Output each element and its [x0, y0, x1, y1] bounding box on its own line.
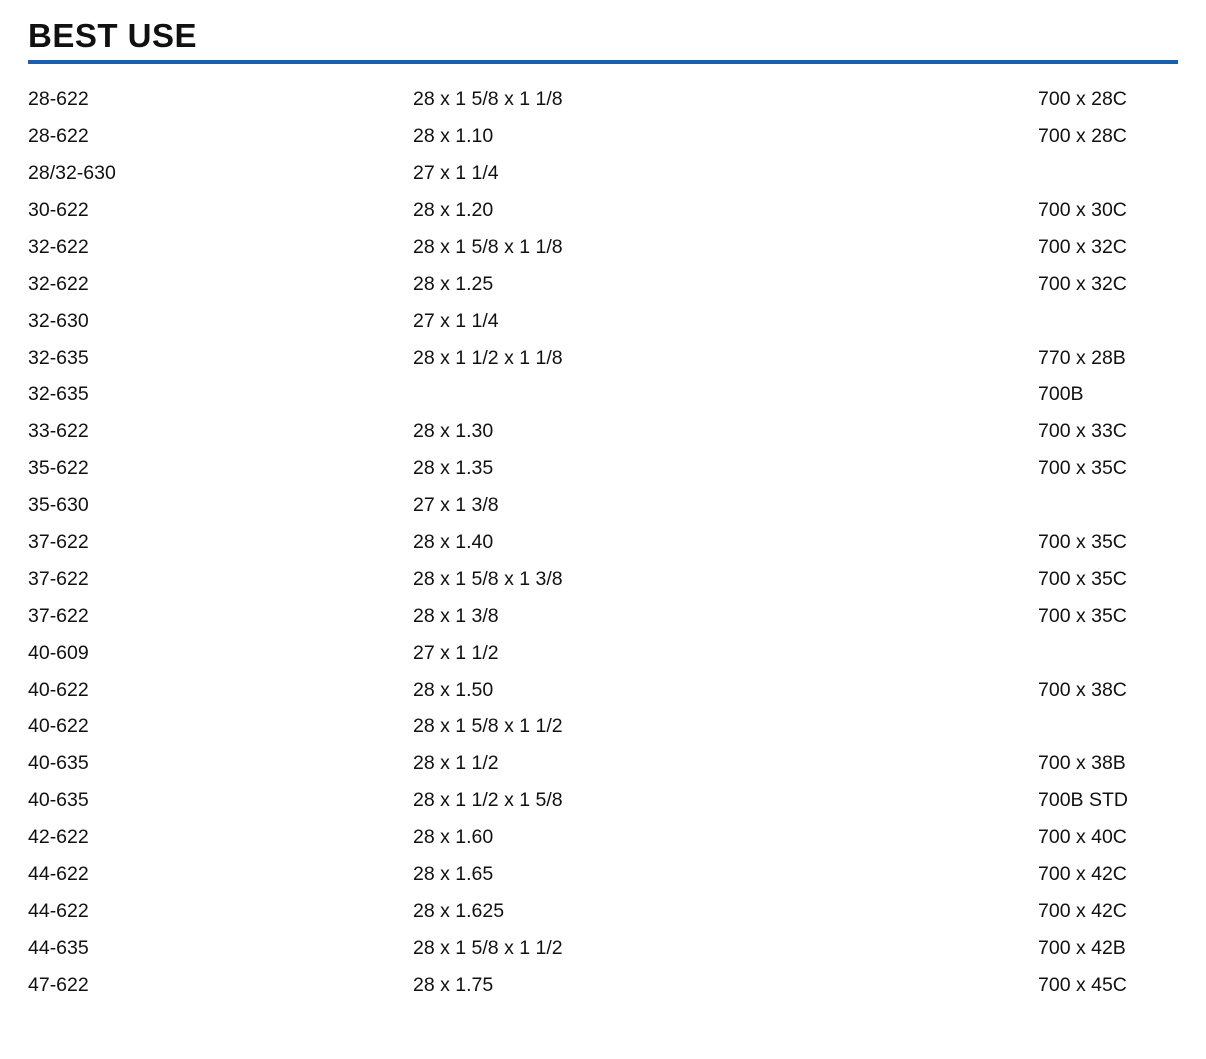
cell-french-size: 700 x 33C [1038, 420, 1127, 443]
cell-french-size [1038, 644, 1178, 681]
table-row [28, 976, 1178, 1013]
cell-french-size: 700B [1038, 383, 1084, 406]
table-row [28, 496, 1178, 533]
table-row [28, 349, 1178, 386]
cell-inch-size: 28 x 1.50 [413, 678, 494, 701]
table-row [28, 644, 1178, 681]
table-row [28, 312, 1178, 349]
table-row [28, 791, 1178, 828]
cell-iso-size: 35-622 [28, 457, 89, 480]
cell-inch-size: 28 x 1.20 [413, 198, 494, 221]
table-row [28, 865, 1178, 902]
tire-size-table [28, 90, 1178, 1012]
table-row [28, 201, 1178, 238]
cell-iso-size: 40-622 [28, 678, 89, 701]
cell-iso-size: 32-635 [28, 346, 89, 369]
cell-iso-size: 37-622 [28, 567, 89, 590]
cell-inch-size: 27 x 1 1/4 [413, 309, 499, 332]
cell-iso-size: 40-622 [28, 715, 89, 738]
cell-iso-size: 37-622 [28, 530, 89, 553]
cell-french-size: 700 x 35C [1038, 457, 1127, 480]
table-row [28, 607, 1178, 644]
table-row [28, 570, 1178, 607]
table-row [28, 681, 1178, 718]
cell-inch-size: 28 x 1 5/8 x 1 1/2 [413, 936, 563, 959]
cell-inch-size: 28 x 1.625 [413, 899, 505, 922]
cell-iso-size: 35-630 [28, 494, 89, 517]
cell-iso-size: 28-622 [28, 125, 89, 148]
cell-inch-size: 27 x 1 1/4 [413, 162, 499, 185]
cell-french-size: 700 x 45C [1038, 973, 1127, 996]
cell-iso-size: 44-622 [28, 899, 89, 922]
cell-inch-size: 28 x 1 1/2 x 1 1/8 [413, 346, 563, 369]
cell-iso-size: 32-630 [28, 309, 89, 332]
cell-iso-size: 40-635 [28, 789, 89, 812]
cell-iso-size: 28-622 [28, 88, 89, 111]
cell-iso-size: 42-622 [28, 826, 89, 849]
cell-inch-size: 28 x 1.40 [413, 530, 494, 553]
table-row [28, 385, 1178, 422]
cell-inch-size: 27 x 1 1/2 [413, 641, 499, 664]
cell-inch-size: 28 x 1 3/8 [413, 604, 499, 627]
cell-french-size: 700 x 30C [1038, 198, 1127, 221]
table-row [28, 238, 1178, 275]
table-row [28, 717, 1178, 754]
table-body [28, 90, 1178, 1012]
cell-iso-size: 32-622 [28, 235, 89, 258]
cell-inch-size: 27 x 1 3/8 [413, 494, 499, 517]
cell-french-size: 700 x 35C [1038, 604, 1127, 627]
table-row [28, 939, 1178, 976]
cell-iso-size: 47-622 [28, 973, 89, 996]
table-row [28, 828, 1178, 865]
cell-inch-size: 28 x 1 5/8 x 1 1/8 [413, 235, 563, 258]
cell-inch-size: 28 x 1.35 [413, 457, 494, 480]
cell-french-size: 700 x 32C [1038, 235, 1127, 258]
cell-iso-size: 40-609 [28, 641, 89, 664]
cell-inch-size: 28 x 1.65 [413, 863, 494, 885]
cell-iso-size: 33-622 [28, 420, 89, 443]
table-row [28, 90, 1178, 127]
cell-inch-size: 28 x 1 1/2 x 1 5/8 [413, 789, 563, 812]
table-row [28, 754, 1178, 791]
title-underline-rule [28, 60, 1178, 64]
cell-inch-size: 28 x 1.75 [413, 973, 494, 996]
cell-french-size: 700 x 35C [1038, 530, 1127, 553]
cell-inch-size: 28 x 1.10 [413, 125, 494, 148]
cell-french-size [1038, 496, 1178, 533]
cell-french-size: 700 x 28C [1038, 125, 1127, 148]
cell-inch-size [413, 385, 1038, 422]
cell-inch-size: 28 x 1.30 [413, 420, 494, 443]
cell-inch-size: 28 x 1 5/8 x 1 1/8 [413, 88, 563, 111]
page-title: BEST USE [28, 17, 198, 54]
cell-french-size: 700 x 40C [1038, 826, 1127, 849]
cell-french-size: 700 x 38C [1038, 678, 1127, 701]
table-row [28, 902, 1178, 939]
cell-french-size: 700 x 35C [1038, 567, 1127, 590]
cell-french-size: 700 x 42C [1038, 863, 1127, 885]
cell-iso-size: 44-622 [28, 863, 89, 885]
table-row [28, 422, 1178, 459]
table-row [28, 127, 1178, 164]
cell-french-size: 700 x 32C [1038, 272, 1127, 295]
cell-iso-size: 32-635 [28, 383, 89, 406]
cell-inch-size: 28 x 1.25 [413, 272, 494, 295]
cell-iso-size: 28/32-630 [28, 162, 116, 185]
cell-inch-size: 28 x 1.60 [413, 826, 494, 849]
cell-french-size [1038, 164, 1178, 201]
cell-iso-size: 30-622 [28, 198, 89, 221]
cell-french-size: 700 x 38B [1038, 752, 1126, 775]
cell-iso-size: 37-622 [28, 604, 89, 627]
cell-french-size: 700 x 42B [1038, 936, 1126, 959]
table-row [28, 459, 1178, 496]
table-row [28, 533, 1178, 570]
cell-inch-size: 28 x 1 5/8 x 1 1/2 [413, 715, 563, 738]
table-row [28, 164, 1178, 201]
cell-inch-size: 28 x 1 5/8 x 1 3/8 [413, 567, 563, 590]
cell-french-size: 700B STD [1038, 789, 1128, 812]
cell-inch-size: 28 x 1 1/2 [413, 752, 499, 775]
cell-french-size: 700 x 42C [1038, 899, 1127, 922]
cell-french-size: 700 x 28C [1038, 88, 1127, 111]
table-row [28, 275, 1178, 312]
cell-iso-size: 40-635 [28, 752, 89, 775]
cell-french-size [1038, 312, 1178, 349]
cell-french-size: 770 x 28B [1038, 346, 1126, 369]
cell-iso-size: 32-622 [28, 272, 89, 295]
cell-iso-size: 44-635 [28, 936, 89, 959]
cell-french-size [1038, 717, 1178, 754]
